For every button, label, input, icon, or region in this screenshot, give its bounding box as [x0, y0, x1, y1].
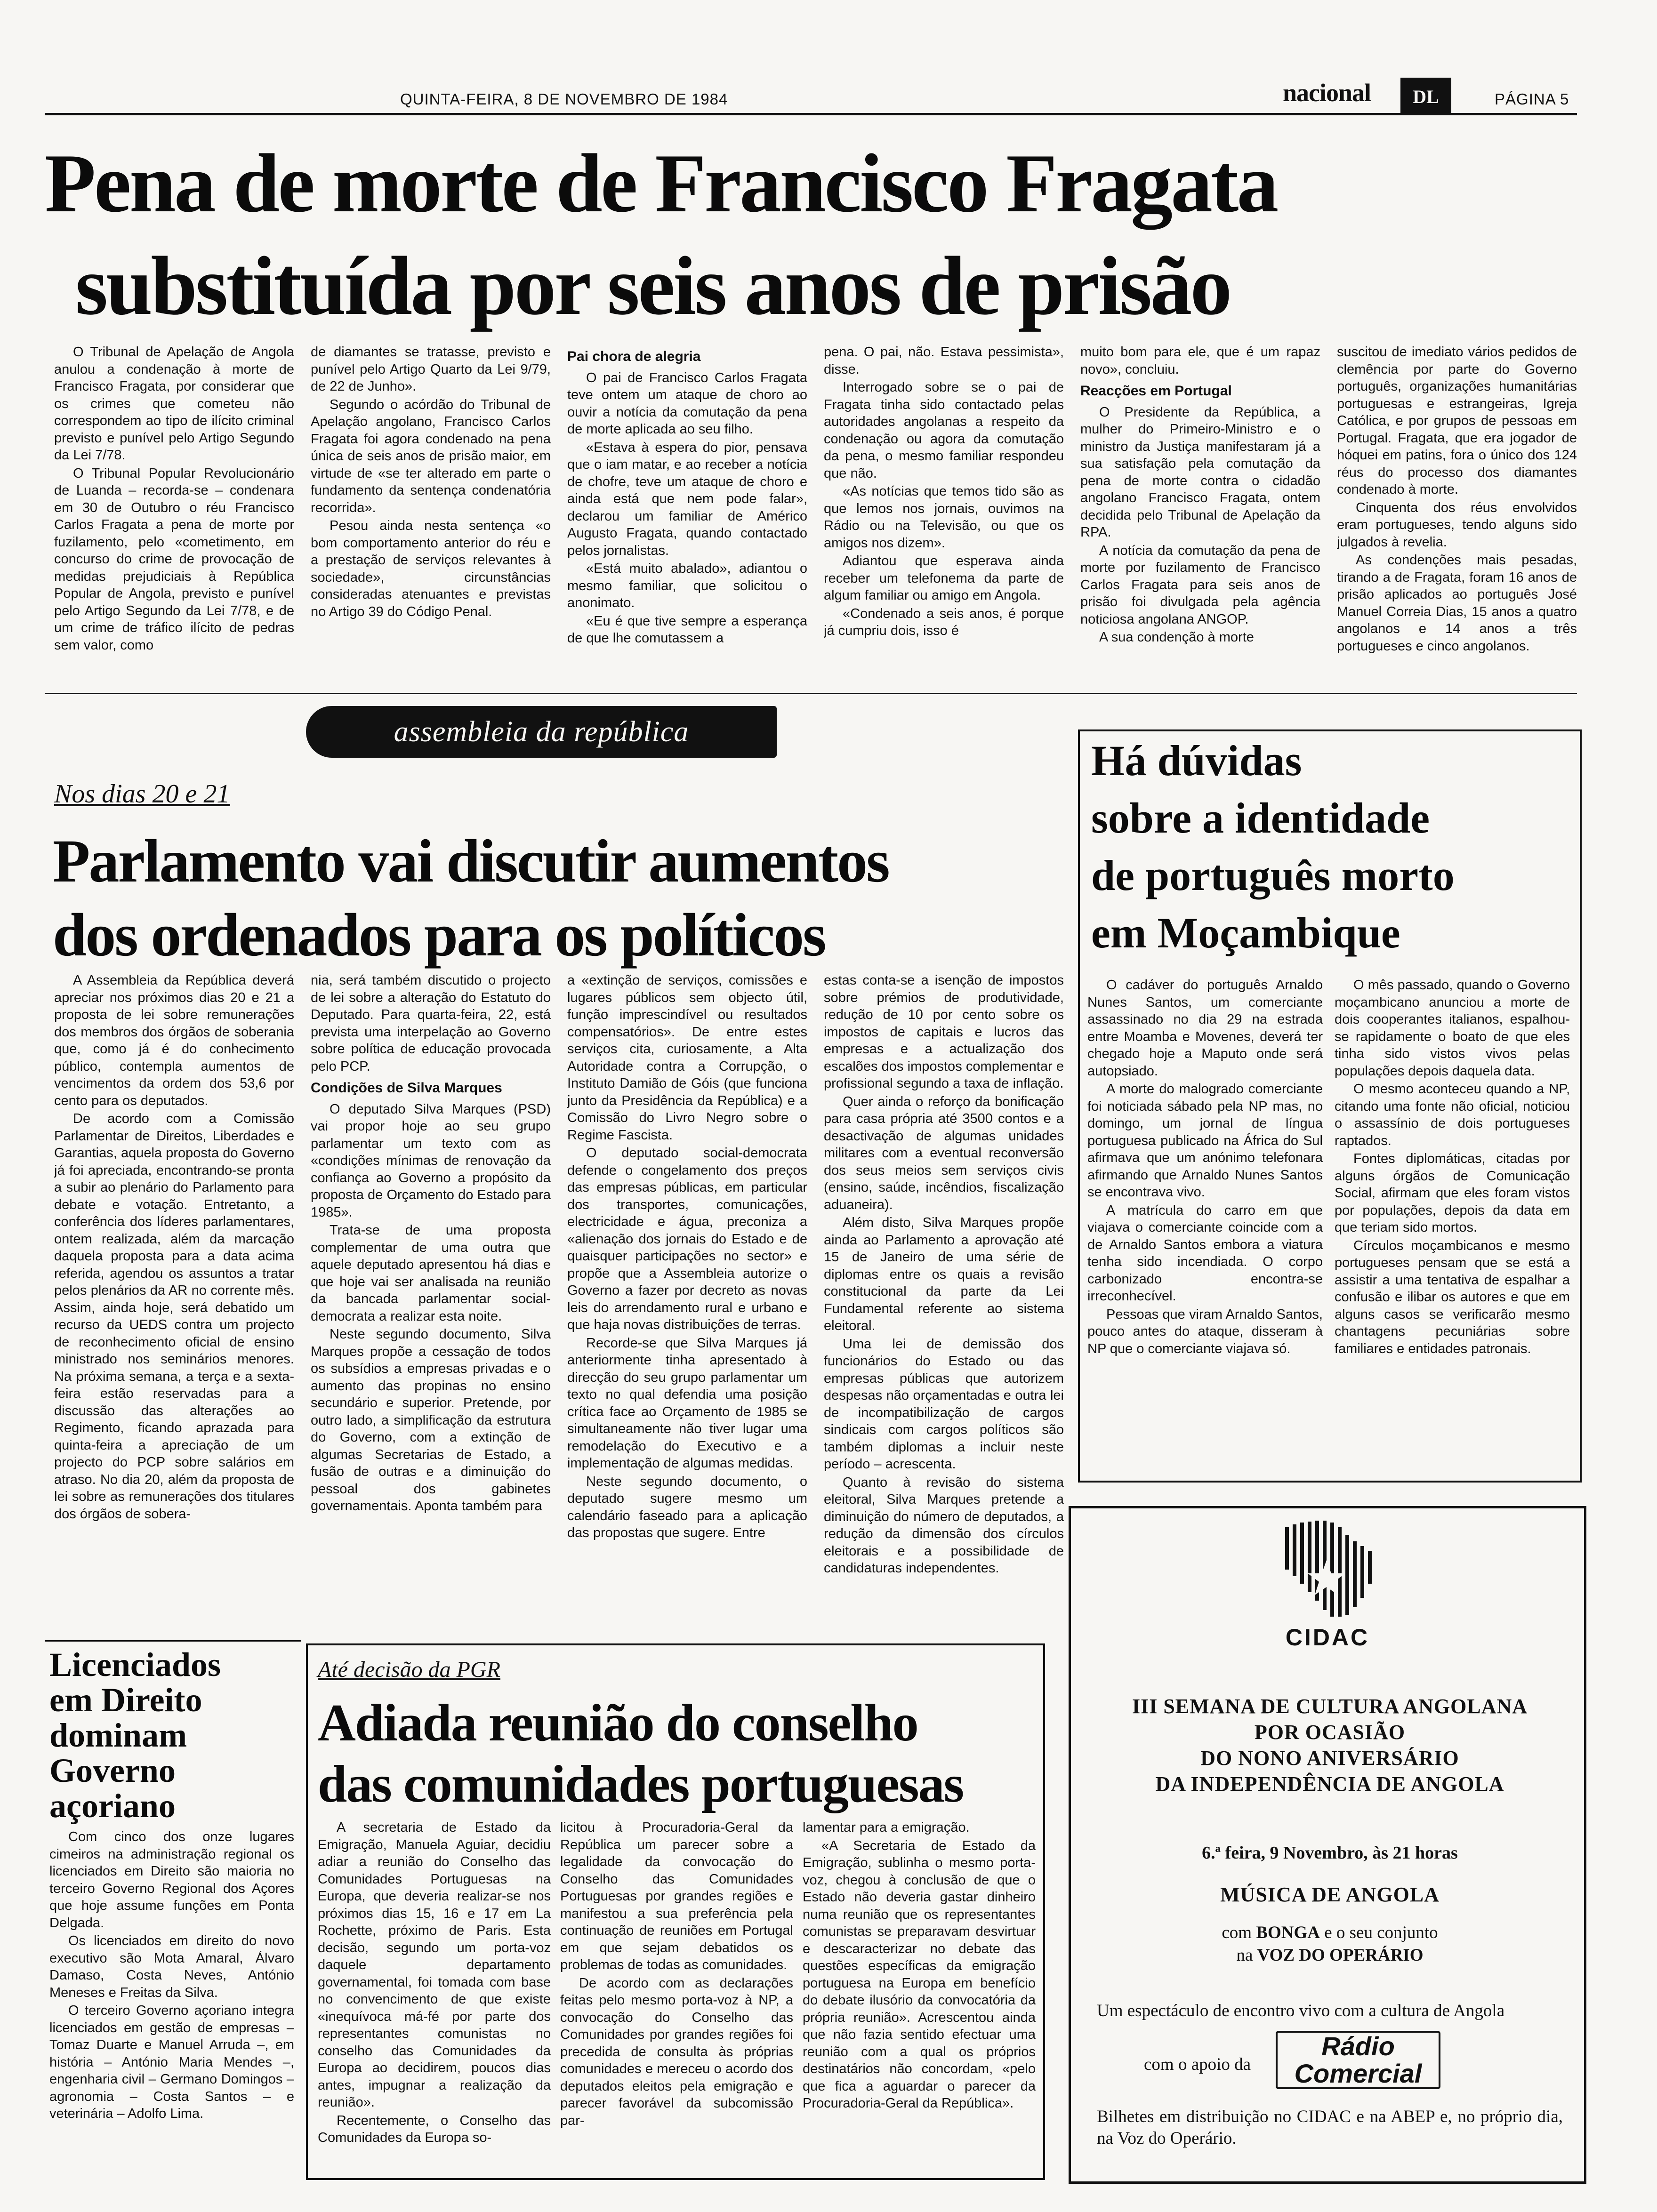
- text-column: [1337, 344, 1577, 687]
- paragraph: Pesou ainda nesta sentença «o bom comportamento anterior do réu e a prestação de serviços relevantes à sociedade», circunstâncias consideradas atenuantes e previstas no Artigo 39 do Código Penal.: [311, 518, 551, 619]
- paragraph: nia, será também discutido o projecto de lei sobre a alteração do Estatuto do Deputado. Para quarta-feira, 22, está prevista uma interpelação ao Governo sobre política de educação provocada pelo PCP.: [311, 973, 551, 1074]
- paragraph: Quanto à revisão do sistema eleitoral, Silva Marques pretende a diminuição do número de deputados, a redução da dimensão dos círculos eleitorais e a possibilidade de candidaturas independentes.: [824, 1475, 1064, 1576]
- paragraph: Além disto, Silva Marques propõe ainda ao Parlamento a aprovação até 15 de Janeiro de uma série de diplomas entre os quais a revisão constitucional da parte da Lei Fundamental referente ao sistema eleitoral.: [824, 1215, 1064, 1333]
- paragraph: Círculos moçambicanos e mesmo portugueses pensam que se está a assistir a uma tentativa de espalhar a confusão e ilibar os autores e que em alguns casos se verificarão mesmo chantagens pecuniárias sobre familiares e entidades patronais.: [1335, 1238, 1570, 1356]
- subheading: Pai chora de alegria: [567, 349, 701, 364]
- paragraph: suscitou de imediato vários pedidos de clemência por parte do Governo português, organizações humanitárias portuguesas e estrangeiras, Igreja Católica, e por grupos de pessoas em Portugal. Fragata, que era jogador de hóquei em patins, fora o único dos 124 réus do processo dos diamantes condenado à morte.: [1337, 345, 1577, 497]
- ad-venue-prefix: na: [1236, 1946, 1253, 1965]
- issue-date: QUINTA-FEIRA, 8 DE NOVEMBRO DE 1984: [400, 90, 728, 108]
- paragraph: Quer ainda o reforço da bonificação para casa própria até 3500 contos e a desactivação de algumas unidades militares com a eventual reconversão dos seus meios sem serviços civis (ensino, saúde, incêndios, fiscalização aduaneira).: [824, 1094, 1064, 1212]
- ad-headline-line4: DA INDEPENDÊNCIA DE ANGOLA: [1155, 1772, 1504, 1795]
- ad-venue: [1078, 1945, 1582, 1965]
- paragraph: «Eu é que tive sempre a esperança de que lhe comutassem a: [567, 613, 807, 646]
- paragraph: O deputado social-democrata defende o congelamento dos preços das empresas públicas, em particular dos transportes, comunicações, electricidade e água, preconiza a «alienação dos jornais do Estado e de quaisquer participações no sector» e propõe que a Assembleia autorize o Governo a fazer por decreto as novas leis do arrendamento rural e urbano e que haja novas distribuições de terras.: [567, 1146, 807, 1332]
- paragraph: Recentemente, o Conselho das Comunidades da Europa so-: [318, 2113, 551, 2145]
- text-column: [824, 344, 1064, 687]
- paragraph: lamentar para a emigração.: [803, 1820, 970, 1835]
- ad-performer: [1078, 1923, 1582, 1943]
- acores-headline-line: em Direito: [49, 1681, 202, 1719]
- conselho-kicker: Até decisão da PGR: [318, 1657, 500, 1682]
- paragraph: O Tribunal Popular Revolucionário de Luanda – recorda-se – condenara em 30 de Outubro o réu Francisco Carlos Fragata a pena de morte por fuzilamento, pelo «cometimento, em concurso do crime de provocação de medidas prejudiciais à República Popular de Angola, previsto e punível pelo Artigo Segundo da Lei 7/78, e de um crime de tráfico ilícito de pedras sem valor, como: [54, 465, 294, 653]
- text-column: [54, 972, 294, 1628]
- ad-description: Um espectáculo de encontro vivo com a cultura de Angola: [1097, 2001, 1505, 2020]
- paragraph: «Está muito abalado», adiantou o mesmo familiar, que solicitou o anonimato.: [567, 561, 807, 610]
- paragraph: O cadáver do português Arnaldo Nunes Santos, um comerciante assassinado no dia 29 na estrada entre Moamba e Movenes, deverá ter chegado hoje a Maputo onde será autopsiado.: [1087, 978, 1323, 1079]
- header-rule: [45, 113, 1577, 115]
- ad-event-date: 6.ª feira, 9 Novembro, às 21 horas: [1202, 1843, 1458, 1863]
- page-number: PÁGINA 5: [1495, 90, 1569, 108]
- paragraph: Interrogado sobre se o pai de Fragata tinha sido contactado pelas autoridades angolanas a respeito da condenação ou agora da comutação da pena, o mesmo familiar respondeu que não.: [824, 380, 1064, 481]
- paragraph: O mês passado, quando o Governo moçambicano anunciou a morte de dois cooperantes italianos, espalhou-se rapidamente o boato de que eles tinha sido vistos vivos pelas populações depois daquela data.: [1335, 978, 1570, 1079]
- text-column: [49, 1828, 294, 2186]
- paragraph: O Presidente da República, a mulher do Primeiro-Ministro e o ministro da Justiça manifestaram já a sua satisfação pela comutação da pena de morte contra o cidadão angolano Francisco Fragata, ontem decidida pelo Tribunal de Apelação da RPA.: [1080, 404, 1320, 540]
- text-column: [1335, 977, 1570, 1471]
- paragraph: Adiantou que esperava ainda receber um telefonema da parte de algum familiar ou amigo em Angola.: [824, 553, 1064, 603]
- ad-headline-line1: III SEMANA DE CULTURA ANGOLANA: [1132, 1695, 1528, 1718]
- radio-logo-line2: Comercial: [1294, 2059, 1422, 2088]
- paragraph: de diamantes se tratasse, previsto e punível pelo Artigo Quarto da Lei 9/79, de 22 de Junho».: [311, 345, 551, 394]
- paragraph: Fontes diplomáticas, citadas por alguns órgãos de Comunicação Social, afirmam que eles foram vistos por populações, depois da data em que teriam sido mortos.: [1335, 1151, 1570, 1235]
- paragraph: Segundo o acórdão do Tribunal de Apelação angolano, Francisco Carlos Fragata foi agora condenado na pena única de seis anos de prisão maior, em virtude de «se ter alterado em parte o fundamento da sentença condenatória recorrida».: [311, 397, 551, 515]
- text-column: [560, 1819, 793, 2177]
- text-column: [567, 344, 807, 687]
- paragraph: As condenções mais pesadas, tirando a de Fragata, foram 16 anos de prisão aplicados ao português José Manuel Correia Dias, 15 anos a quatro angolanos e 14 anos a três portugueses e cinco angolanos.: [1337, 553, 1577, 654]
- paragraph: Uma lei de demissão dos funcionários do Estado ou das empresas públicas que autorizem despesas não orçamentadas e outra lei de incompatibilização de cargos sindicais com cargos políticos são também diplomas a incluir neste período – acrescenta.: [824, 1336, 1064, 1472]
- paragraph: O Tribunal de Apelação de Angola anulou a condenação à morte de Francisco Fragata, por considerar que os crimes que cometeu não correspondem ao tipo de ilícito criminal previsto e punível pelo Artigo Segundo da Lei 7/78.: [54, 345, 294, 463]
- paragraph: Cinquenta dos réus envolvidos eram portugueses, tendo alguns sido julgados à revelia.: [1337, 500, 1577, 550]
- paragraph: A matrícula do carro em que viajava o comerciante coincide com a de Arnaldo Santos embora a viatura tenha sido incendiada. O corpo carbonizado encontra-se irreconhecível.: [1087, 1202, 1323, 1304]
- paragraph: Os licenciados em direito do novo executivo são Mota Amaral, Álvaro Damaso, Costa Neves, António Meneses e Freitas da Silva.: [49, 1933, 294, 2000]
- acores-headline-line: Governo: [49, 1752, 176, 1789]
- paragraph: «Condenado a seis anos, é porque já cumpriu dois, isso é: [824, 606, 1064, 638]
- mocambique-headline-line: Há dúvidas: [1091, 737, 1302, 785]
- ad-performer-name: BONGA: [1256, 1923, 1320, 1942]
- paragraph: O terceiro Governo açoriano integra licenciados em gestão de empresas – Tomaz Duarte e Manuel Arruda –, em história – António Maria Mendes –, engenharia civil – Germano Domingos – agronomia – Costa Santos – e veterinária – Adolfo Lima.: [49, 2003, 294, 2121]
- paragraph: O pai de Francisco Carlos Fragata teve ontem um ataque de choro ao ouvir a notícia da comutação da pena de morte aplicada ao seu filho.: [567, 370, 807, 437]
- radio-logo-line1: Rádio: [1321, 2031, 1395, 2061]
- acores-headline-line: açoriano: [49, 1787, 176, 1825]
- paragraph: Neste segundo documento, o deputado sugere mesmo um calendário faseado para a aplicação das propostas que sugere. Entre: [567, 1474, 807, 1540]
- ad-venue-name: VOZ DO OPERÁRIO: [1257, 1946, 1424, 1965]
- paragraph: Trata-se de uma proposta complementar de uma outra que aquele deputado apresentou há dias e que hoje vai ser analisada na reunião da bancada parlamentar social-democrata a realizar esta noite.: [311, 1223, 551, 1324]
- paragraph: a «extinção de serviços, comissões e lugares públicos sem objecto útil, função imprescindível ou resultados compensatórios». De entre estes serviços cita, curiosamente, a Alta Autoridade contra a Corrupção, o Instituto Damião de Góis (que funciona junto da Presidência da República) e a Comissão do Livro Negro sobre o Regime Fascista.: [567, 973, 807, 1143]
- paragraph: muito bom para ele, que é um rapaz novo», concluiu.: [1080, 345, 1320, 377]
- paragraph: pena. O pai, não. Estava pessimista», disse.: [824, 345, 1064, 377]
- ad-with-suffix: e o seu conjunto: [1324, 1923, 1438, 1942]
- paragraph: Com cinco dos onze lugares cimeiros na administração regional os licenciados em Direito são maioria no terceiro Governo Regional dos Açores que hoje assume funções em Ponta Delgada.: [49, 1829, 294, 1931]
- section-name: nacional: [1283, 79, 1371, 107]
- ad-with-prefix: com: [1222, 1923, 1252, 1942]
- paragraph: «As notícias que temos tido são as que lemos nos jornais, ouvimos na Rádio ou na Televisão, ou que os amigos nos dizem».: [824, 484, 1064, 551]
- assembleia-headline-line2: dos ordenados para os políticos: [53, 901, 825, 969]
- text-column: [54, 344, 294, 687]
- text-column: [1087, 977, 1323, 1471]
- ad-headline-line3: DO NONO ANIVERSÁRIO: [1200, 1747, 1459, 1770]
- main-headline-line2: substituída por seis anos de prisão: [75, 239, 1231, 332]
- paragraph: O deputado Silva Marques (PSD) vai propor hoje ao seu grupo parlamentar um texto com as «condições mínimas de renovação da confiança ao Governo a propósito da proposta de Orçamento do Estado para 1985».: [311, 1101, 551, 1220]
- paragraph: licitou à Procuradoria-Geral da República um parecer sobre a legalidade da convocação do Conselho das Comunidades Portuguesas por grandes regiões e manifestou a sua preferência pela continuação de reuniões em Portugal em que sejam debatidos os problemas de todas as comunidades.: [560, 1820, 793, 1972]
- acores-headline-line: Licenciados: [49, 1646, 221, 1683]
- acores-rule: [45, 1640, 301, 1642]
- text-column: [803, 1819, 1036, 2177]
- ad-support-label: com o apoio da: [1144, 2055, 1251, 2074]
- ad-event-title: MÚSICA DE ANGOLA: [1220, 1883, 1440, 1906]
- acores-headline-line: dominam: [49, 1716, 187, 1754]
- main-story-rule: [45, 693, 1577, 694]
- text-column: [824, 972, 1064, 1628]
- conselho-headline-line1: Adiada reunião do conselho: [318, 1694, 918, 1752]
- paragraph: Pessoas que viram Arnaldo Santos, pouco antes do ataque, disseram à NP que o comerciante viajava só.: [1087, 1306, 1323, 1356]
- assembleia-headline-line1: Parlamento vai discutir aumentos: [53, 827, 889, 895]
- radio-comercial-logo: [1276, 2031, 1440, 2089]
- paragraph: «A Secretaria de Estado da Emigração, sublinha o mesmo porta-voz, chegou à conclusão de que o Estado não deveria gastar dinheiro numa reunião que os representantes comunistas se preparavam desvirtuar e descaracterizar no debate das questões específicas da emigração portuguesa na Europa em benefício do debate ilusório da convocatória da própria reunião». Acrescentou ainda que não fazia sentido efectuar uma reunião com a qual os próprios destinatários não concordam, «pelo que fica a aguardar o parecer da Procuradoria-Geral da República».: [803, 1838, 1036, 2111]
- mocambique-headline-line: de português morto: [1091, 851, 1455, 899]
- paragraph: De acordo com a Comissão Parlamentar de Direitos, Liberdades e Garantias, aquela proposta do Governo já foi apreciada, encontrando-se pronta a subir ao plenário do Parlamento para debate e votação. Entretanto, a conferência dos líderes parlamentares, ontem realizada, além da marcação daquela proposta para a data acima referida, agendou os assuntos a tratar pelos plenários da AR no corrente mês. Assim, ainda hoje, será debatido um recurso da UEDS contra um projecto de reconhecimento oficial de ensino ministrado nos seminários menores. Na próxima semana, a terça e a sexta-feira estão reservadas para a discussão das alterações ao Regimento, ficando aprazada para quinta-feira a apreciação de um projecto do PCP sobre salários em atraso. No dia 20, além da proposta de lei sobre as remunerações dos titulares dos órgãos de sobera-: [54, 1111, 294, 1522]
- subheading: Reacções em Portugal: [1080, 383, 1232, 399]
- paragraph: A notícia da comutação da pena de morte por fuzilamento de Francisco Carlos Fragata para seis anos de prisão foi divulgada pela agência noticiosa angolana ANGOP.: [1080, 543, 1320, 627]
- text-column: [567, 972, 807, 1628]
- paragraph: estas conta-se a isenção de impostos sobre prémios de produtividade, redução de 10 por cento sobre os impostos de capitais e lucros das empresas e a actualização dos escalões dos impostos complementar e profissional segundo a taxa de inflação.: [824, 973, 1064, 1091]
- text-column: [311, 344, 551, 687]
- paragraph: A secretaria de Estado da Emigração, Manuela Aguiar, decidiu adiar a reunião do Conselho das Comunidades Portuguesas na Europa, que deveria realizar-se nos próximos dias 15, 16 e 17 em La Rochette, próximo de Paris. Esta decisão, segundo um porta-voz daquele departamento governamental, foi tomada com base no convencimento de que existe «inequívoca má-fé por parte dos representantes comunistas no conselho das Comunidades da Europa ao decidirem, poucos dias antes, impugnar a realização da reunião».: [318, 1820, 551, 2110]
- conselho-headline-line2: das comunidades portuguesas: [318, 1755, 964, 1813]
- text-column: [311, 972, 551, 1628]
- paragraph: A Assembleia da República deverá apreciar nos próximos dias 20 e 21 a proposta de lei sobre remunerações dos membros dos órgãos de soberania que, como já é do conhecimento público, contempla aumentos de vencimentos da ordem dos 53,6 por cento para os deputados.: [54, 973, 294, 1108]
- subheading: Condições de Silva Marques: [311, 1080, 502, 1096]
- paragraph: «Estava à espera do pior, pensava que o iam matar, e ao receber a notícia de chofre, teve um ataque de choro e ainda está que nem pode falar», declarou um familiar de Américo Augusto Fragata, quando contactado pelos jornalistas.: [567, 440, 807, 558]
- paragraph: Neste segundo documento, Silva Marques propõe a cessação de todos os subsídios a empresas privadas e o aumento das propinas no ensino secundário e superior. Pretende, por outro lado, a simplificação da estrutura do Governo, com a extinção de algumas Secretarias de Estado, a fusão de outras e a diminuição do pessoal dos gabinetes governamentais. Aponta também para: [311, 1327, 551, 1514]
- paragraph: De acordo com as declarações feitas pelo mesmo porta-voz à NP, a convocação do Conselho das Comunidades por grandes regiões foi precedida de consulta às próprias comunidades e mereceu o acordo dos deputados eleitos pela emigração e parecer favorável da subcomissão par-: [560, 1975, 793, 2128]
- main-headline-line1: Pena de morte de Francisco Fragata: [45, 136, 1277, 230]
- paragraph: Recorde-se que Silva Marques já anteriormente tinha apresentado à direcção do seu grupo parlamentar um texto no qual defendia uma posição crítica face ao Orçamento de 1985 se simultaneamente não tiver lugar uma remodelação do Executivo e a implementação de algumas medidas.: [567, 1335, 807, 1471]
- assembleia-kicker: Nos dias 20 e 21: [54, 779, 230, 809]
- cidac-logo-text: CIDAC: [1285, 1624, 1370, 1651]
- africa-map-icon: [1271, 1518, 1384, 1640]
- mocambique-headline-line: em Moçambique: [1091, 909, 1400, 957]
- section-banner-assembleia: assembleia da república: [306, 706, 777, 758]
- newspaper-logo-icon: DL: [1400, 78, 1451, 115]
- ad-tickets-info: Bilhetes em distribuição no CIDAC e na ABEP e, no próprio dia, na Voz do Operário.: [1097, 2107, 1563, 2148]
- paragraph: A morte do malogrado comerciante foi noticiada sábado pela NP mas, no domingo, um jornal de língua portuguesa publicado na África do Sul afirmava que um anónimo telefonara afirmando que Arnaldo Nunes Santos se encontrava vivo.: [1087, 1082, 1323, 1200]
- text-column: [318, 1819, 551, 2177]
- paragraph: O mesmo aconteceu quando a NP, citando uma fonte não oficial, noticiou o assassínio de dois portugueses raptados.: [1335, 1082, 1570, 1148]
- acores-headline: [49, 1647, 304, 1824]
- mocambique-headline: [1091, 737, 1567, 957]
- ad-headline-line2: POR OCASIÃO: [1254, 1721, 1406, 1744]
- text-column: [1080, 344, 1320, 687]
- mocambique-headline-line: sobre a identidade: [1091, 794, 1430, 842]
- paragraph: A sua condenção à morte: [1099, 630, 1254, 645]
